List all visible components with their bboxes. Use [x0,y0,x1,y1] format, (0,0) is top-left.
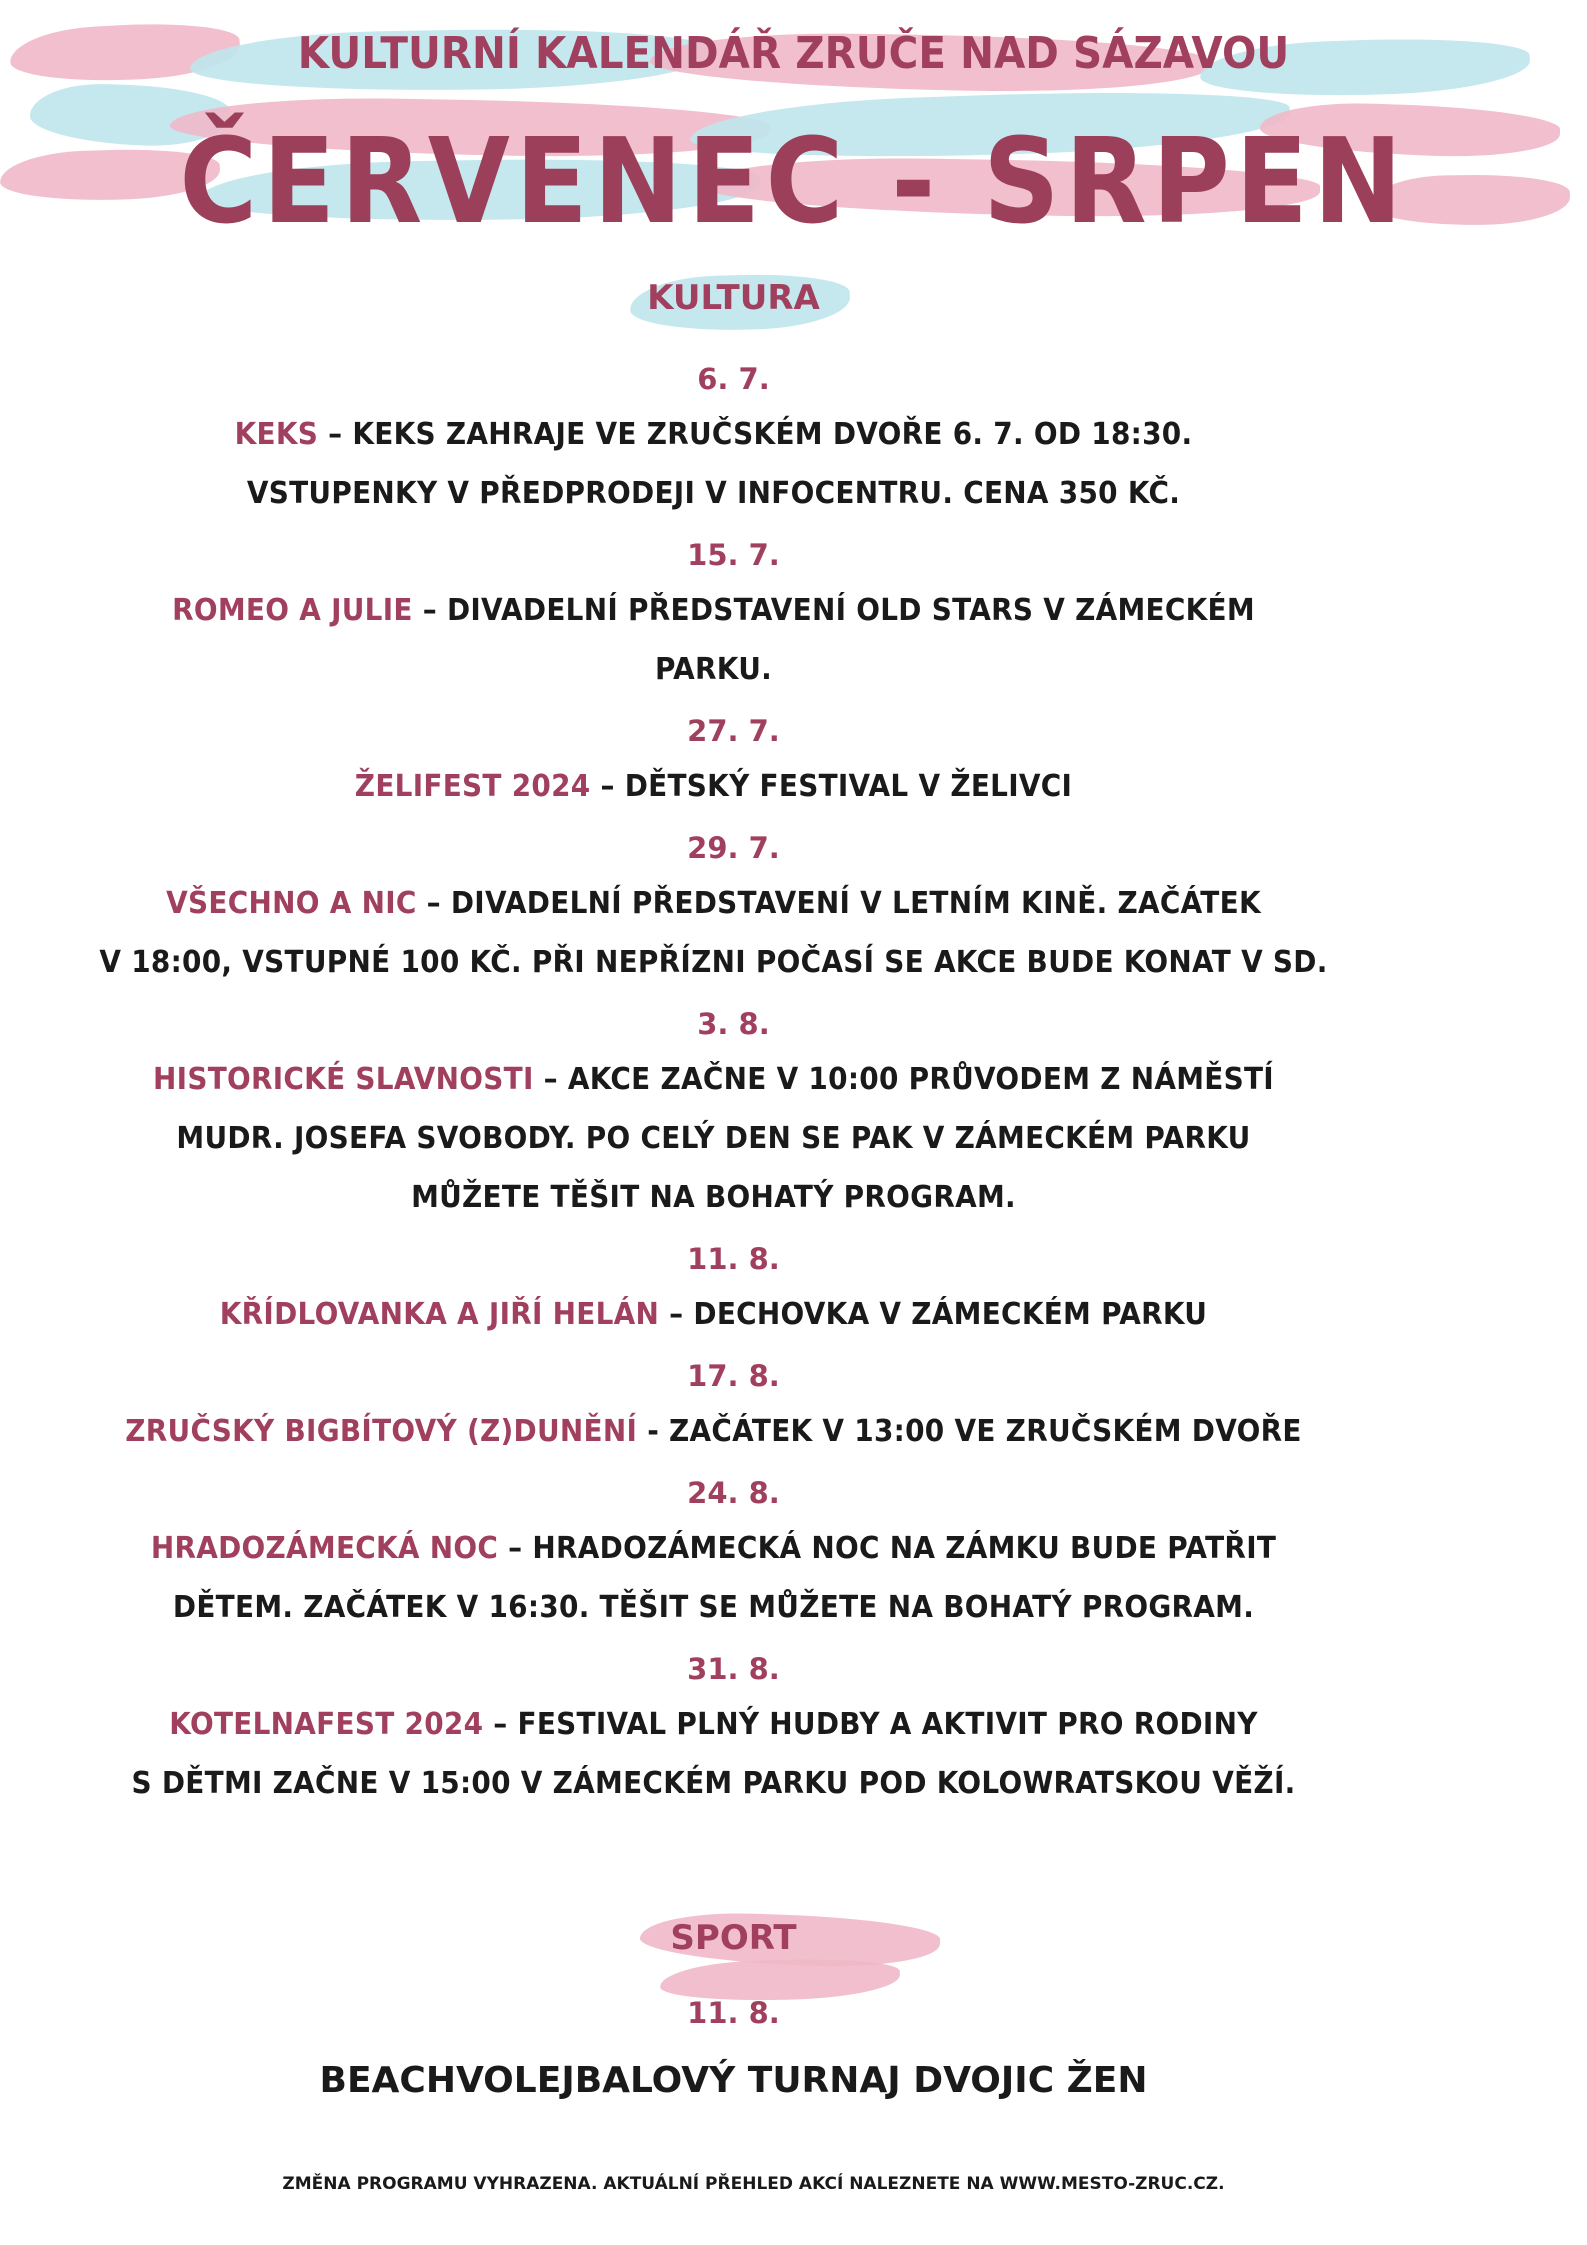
event-line [0,874,1451,933]
event-line: S DĚTMI ZAČNE V 15:00 V ZÁMECKÉM PARKU POD KOLOWRATSKOU VĚŽÍ. [131,1766,1296,1801]
event-date: 6. 7. [697,362,770,396]
event-description: – HRADOZÁMECKÁ NOC NA ZÁMKU BUDE PATŘIT [498,1531,1277,1566]
event-name: VŠECHNO A NIC [166,886,417,921]
event-line: MŮŽETE TĚŠIT NA BOHATÝ PROGRAM. [411,1180,1016,1215]
event-line: VSTUPENKY V PŘEDPRODEJI V INFOCENTRU. CENA 350 KČ. [246,476,1181,511]
event-description: – DECHOVKA V ZÁMECKÉM PARKU [659,1297,1208,1332]
event-line [0,757,1451,816]
event-description: – DIVADELNÍ PŘEDSTAVENÍ OLD STARS V ZÁMECKÉM [412,593,1255,628]
event-date: 17. 8. [687,1359,780,1393]
sport-event: BEACHVOLEJBALOVÝ TURNAJ DVOJIC ŽEN [319,2060,1148,2101]
event-date: 24. 8. [687,1476,780,1510]
event-line [0,581,1451,640]
event-date: 29. 7. [687,831,780,865]
event-line: V 18:00, VSTUPNÉ 100 KČ. PŘI NEPŘÍZNI POČASÍ SE AKCE BUDE KONAT V SD. [99,945,1328,980]
event-date: 15. 7. [687,538,780,572]
event-name: KOTELNAFEST 2024 [169,1707,484,1742]
event-description: – FESTIVAL PLNÝ HUDBY A AKTIVIT PRO RODINY [483,1707,1258,1742]
event-date: 11. 8. [687,1242,780,1276]
sport-date: 11. 8. [687,1996,780,2030]
page-title: ČERVENEC - SRPEN [179,112,1408,250]
event-line: MUDR. JOSEFA SVOBODY. PO CELÝ DEN SE PAK V ZÁMECKÉM PARKU [176,1121,1251,1156]
event-name: KŘÍDLOVANKA A JIŘÍ HELÁN [219,1297,660,1332]
event-date: 27. 7. [687,714,780,748]
event-line: DĚTEM. ZAČÁTEK V 16:30. TĚŠIT SE MŮŽETE NA BOHATÝ PROGRAM. [172,1590,1255,1625]
event-name: HRADOZÁMECKÁ NOC [150,1531,499,1566]
event-description: - ZAČÁTEK V 13:00 VE ZRUČSKÉM DVOŘE [637,1414,1302,1449]
event-line [0,405,1451,464]
event-line: PARKU. [654,652,773,687]
event-date: 3. 8. [697,1007,770,1041]
event-name: ROMEO A JULIE [172,593,413,628]
sport-heading: SPORT [670,1918,797,1958]
event-date: 31. 8. [687,1652,780,1686]
event-line [0,1285,1451,1344]
event-line [0,1519,1451,1578]
culture-heading: KULTURA [647,278,820,318]
event-name: HISTORICKÉ SLAVNOSTI [153,1062,534,1097]
event-description: – KEKS ZAHRAJE VE ZRUČSKÉM DVOŘE 6. 7. OD 18:30. [318,417,1193,452]
footer-note: ZMĚNA PROGRAMU VYHRAZENA. AKTUÁLNÍ PŘEHLED AKCÍ NALEZNETE NA WWW.MESTO-ZRUC.CZ. [282,2174,1225,2194]
event-name: ŽELIFEST 2024 [354,769,591,804]
event-name: ZRUČSKÝ BIGBÍTOVÝ (Z)DUNĚNÍ [125,1414,638,1449]
event-line [0,1050,1451,1109]
event-description: – DĚTSKÝ FESTIVAL V ŽELIVCI [590,769,1073,804]
event-name: KEKS [234,417,319,452]
event-line [0,1402,1451,1461]
event-line [0,1695,1451,1754]
event-description: – DIVADELNÍ PŘEDSTAVENÍ V LETNÍM KINĚ. ZAČÁTEK [416,886,1261,921]
event-description: – AKCE ZAČNE V 10:00 PRŮVODEM Z NÁMĚSTÍ [533,1062,1274,1097]
calendar-subtitle: KULTURNÍ KALENDÁŘ ZRUČE NAD SÁZAVOU [297,28,1290,79]
